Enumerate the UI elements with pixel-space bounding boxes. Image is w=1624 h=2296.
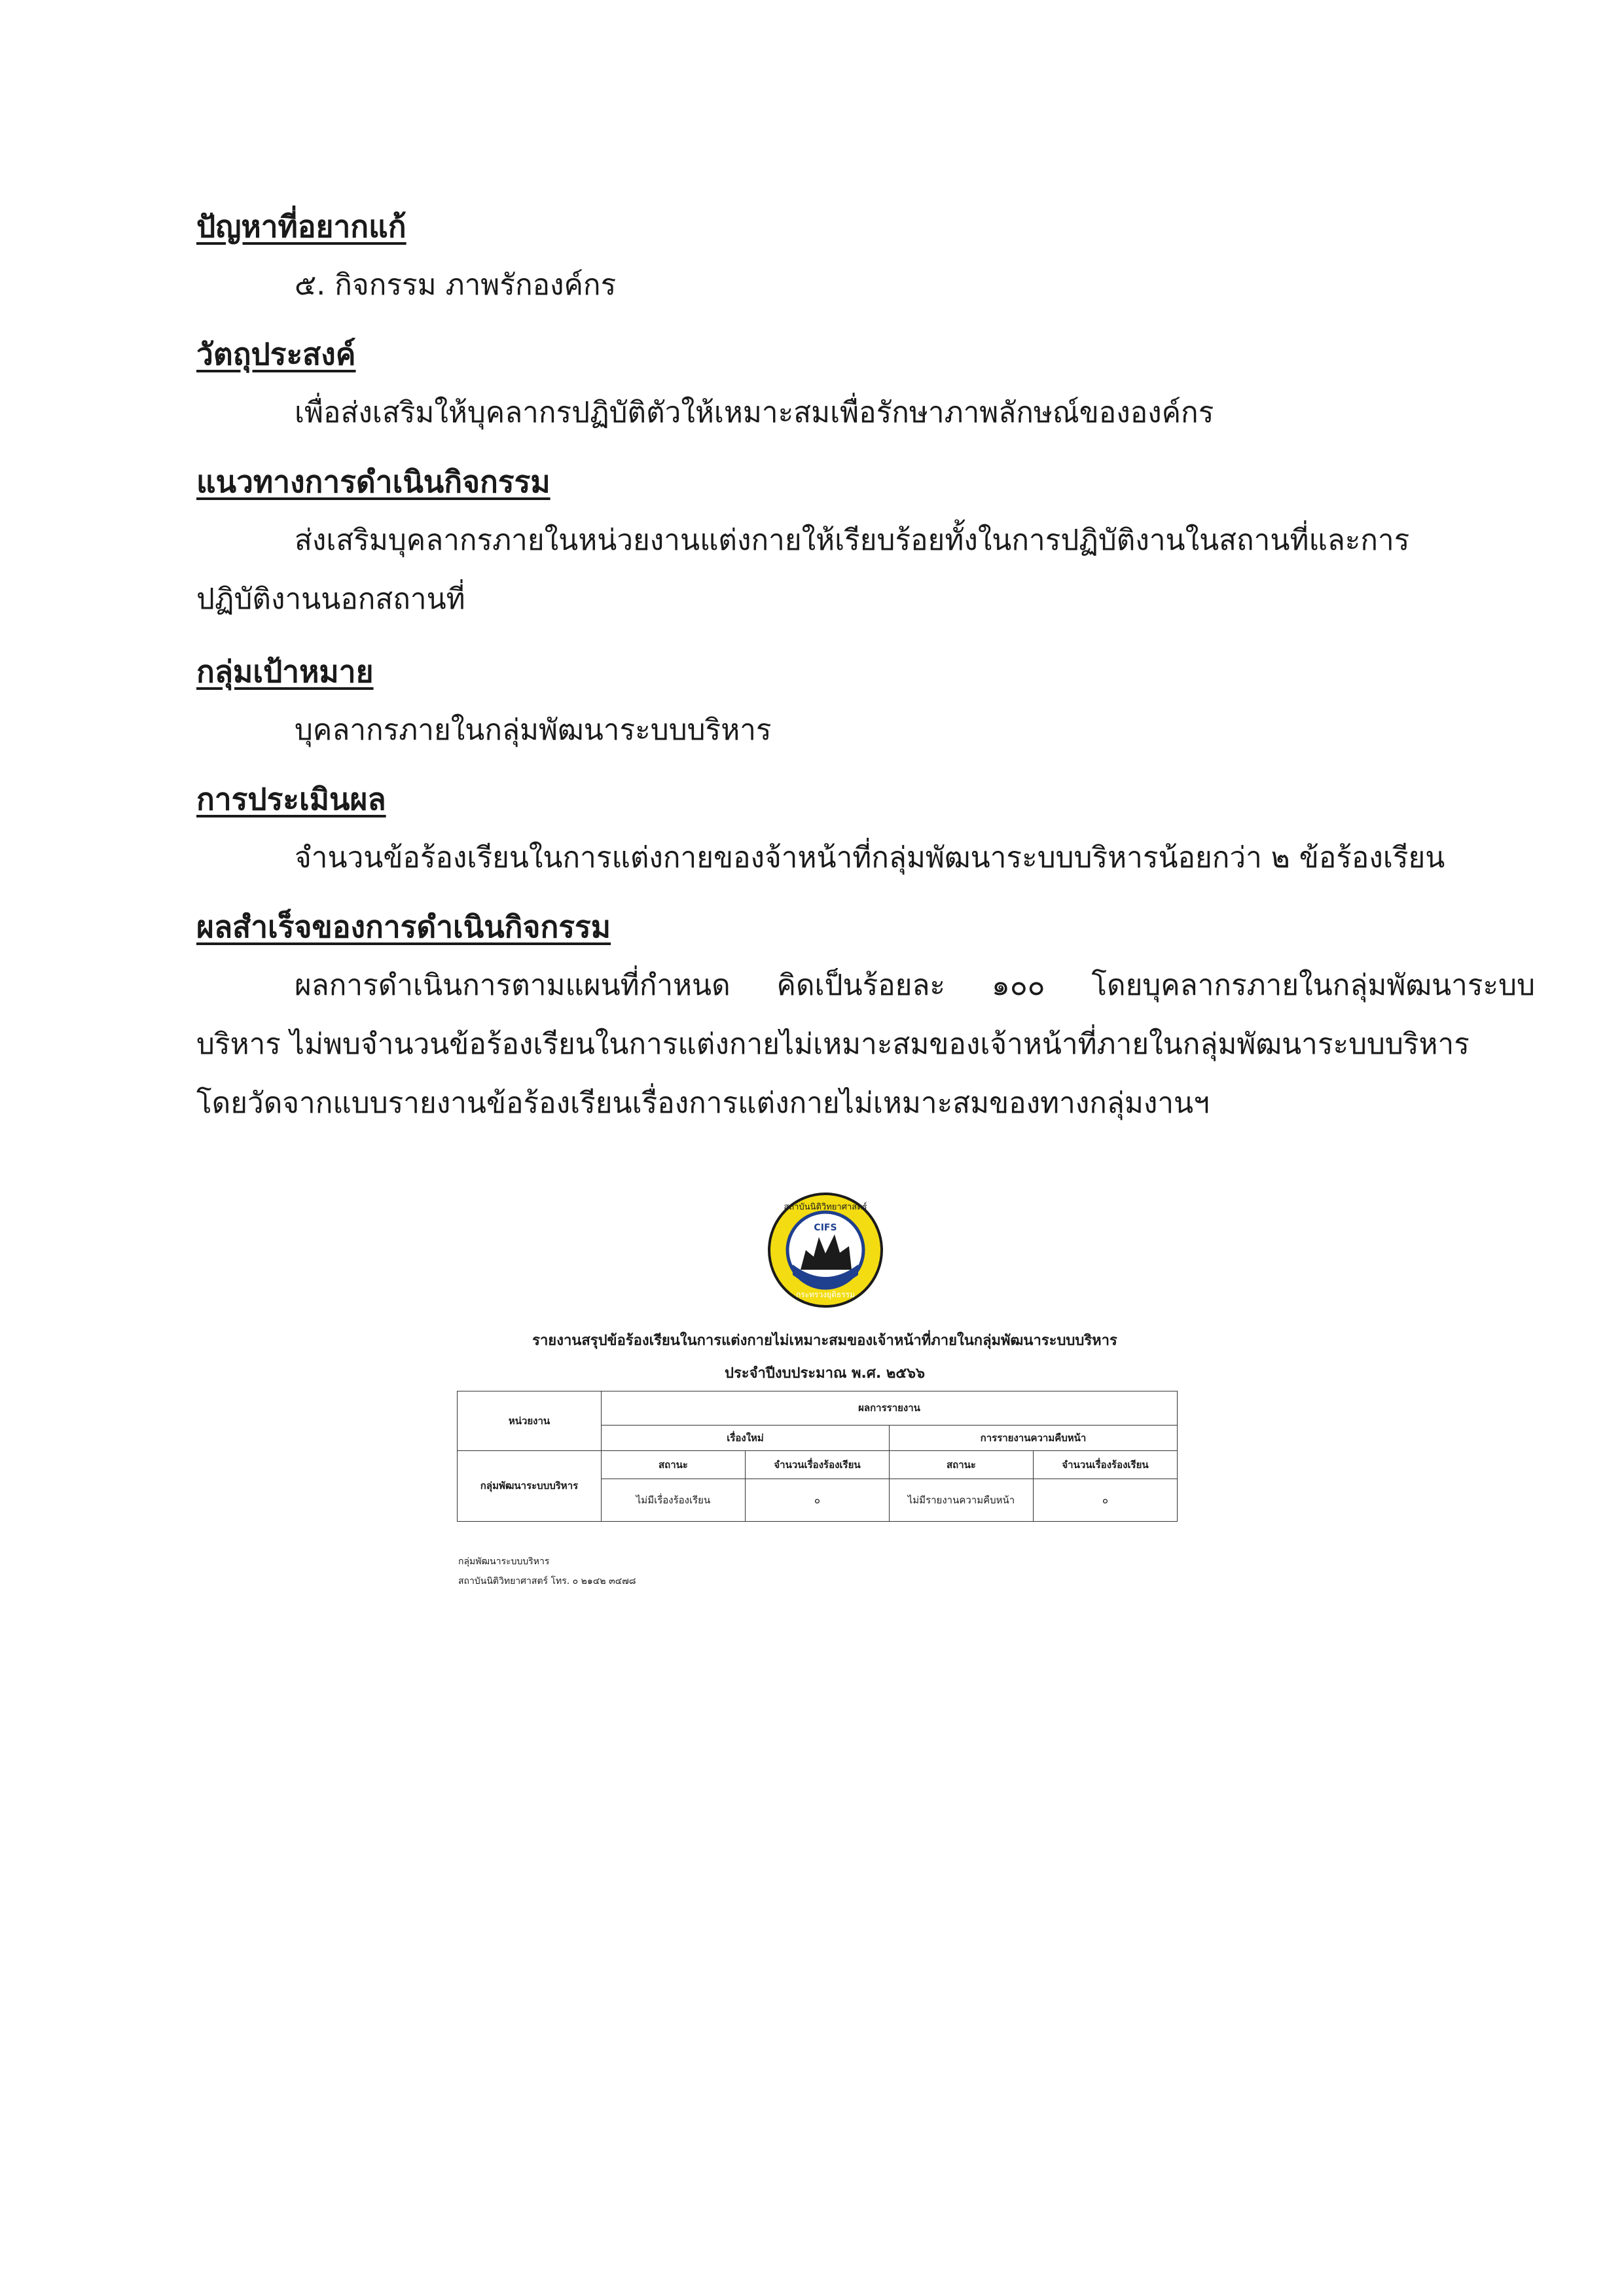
section-heading-approach: แนวทางการดำเนินกิจกรรม [196,464,550,499]
header-new: เรื่องใหม่ [602,1425,890,1450]
header-count-progress: จำนวนเรื่องร้องเรียน [1034,1450,1178,1479]
section-heading-evaluation: การประเมินผล [196,781,386,817]
section-text-result-line3: โดยวัดจากแบบรายงานข้อร้องเรียนเรื่องการแต่งกายไม่เหมาะสมของทางกลุ่มงานฯ [196,1086,1210,1120]
header-results: ผลการรายงาน [602,1391,1178,1426]
section-text-result-line1: ผลการดำเนินการตามแผนที่กำหนด คิดเป็นร้อยละ ๑๐๐ โดยบุคลากรภายในกลุ่มพัฒนาระบบ [295,969,1535,1002]
section-heading-objective: วัตถุประสงค์ [196,336,356,372]
report-subtitle: ประจำปีงบประมาณ พ.ศ. ๒๕๖๖ [725,1365,925,1382]
section-text-result-line2: บริหาร ไม่พบจำนวนข้อร้องเรียนในการแต่งกายไม่เหมาะสมของเจ้าหน้าที่ภายในกลุ่มพัฒนาระบบบริหาร [196,1028,1470,1061]
logo-text-bottom: กระทรวงยุติธรรม [795,1290,856,1299]
section-text-approach-line1: ส่งเสริมบุคลากรภายในหน่วยงานแต่งกายให้เรียบร้อยทั้งในการปฏิบัติงานในสถานที่และการ [295,524,1410,557]
header-status-progress: สถานะ [890,1450,1034,1479]
table-header-row [458,1450,1178,1479]
section-text-objective: เพื่อส่งเสริมให้บุคลากรปฏิบัติตัวให้เหมาะสมเพื่อรักษาภาพลักษณ์ขององค์กร [295,396,1214,429]
section-text-target: บุคลากรภายในกลุ่มพัฒนาระบบบริหาร [295,713,772,747]
report-title: รายงานสรุปข้อร้องเรียนในการแต่งกายไม่เหมาะสมของเจ้าหน้าที่ภายในกลุ่มพัฒนาระบบบริหาร [532,1333,1117,1349]
header-status-new: สถานะ [602,1450,746,1479]
section-heading-problem: ปัญหาที่อยากแก้ [196,209,406,244]
logo-text-top: สถาบันนิติวิทยาศาสตร์ [784,1202,867,1212]
cell-progress-count: ๐ [1034,1479,1178,1522]
section-text-approach-line2: ปฏิบัติงานนอกสถานที่ [196,583,465,616]
cell-progress-status: ไม่มีรายงานความคืบหน้า [890,1479,1034,1522]
section-text-problem: ๕. กิจกรรม ภาพรักองค์กร [295,268,617,302]
cell-new-status: ไม่มีเรื่องร้องเรียน [602,1479,746,1522]
logo-text-mid: CIFS [814,1223,837,1233]
institute-logo [767,1191,884,1309]
table-header-row [458,1391,1178,1426]
section-heading-target: กลุ่มเป้าหมาย [196,654,374,689]
cell-new-count: ๐ [746,1479,890,1522]
header-progress: การรายงานความคืบหน้า [890,1425,1178,1450]
section-heading-result: ผลสำเร็จของการดำเนินกิจกรรม [196,909,611,944]
report-footer-unit: กลุ่มพัฒนาระบบบริหาร [458,1556,550,1567]
report-table [457,1391,1178,1522]
cell-unit: กลุ่มพัฒนาระบบบริหาร [458,1450,602,1521]
report-footer-contact: สถาบันนิติวิทยาศาสตร์ โทร. ๐ ๒๑๔๒ ๓๔๗๘ [458,1576,636,1587]
section-text-evaluation: จำนวนข้อร้องเรียนในการแต่งกายของจ้าหน้าที่กลุ่มพัฒนาระบบบริหารน้อยกว่า ๒ ข้อร้องเรียน [295,841,1445,874]
header-count-new: จำนวนเรื่องร้องเรียน [746,1450,890,1479]
header-unit: หน่วยงาน [458,1391,602,1451]
